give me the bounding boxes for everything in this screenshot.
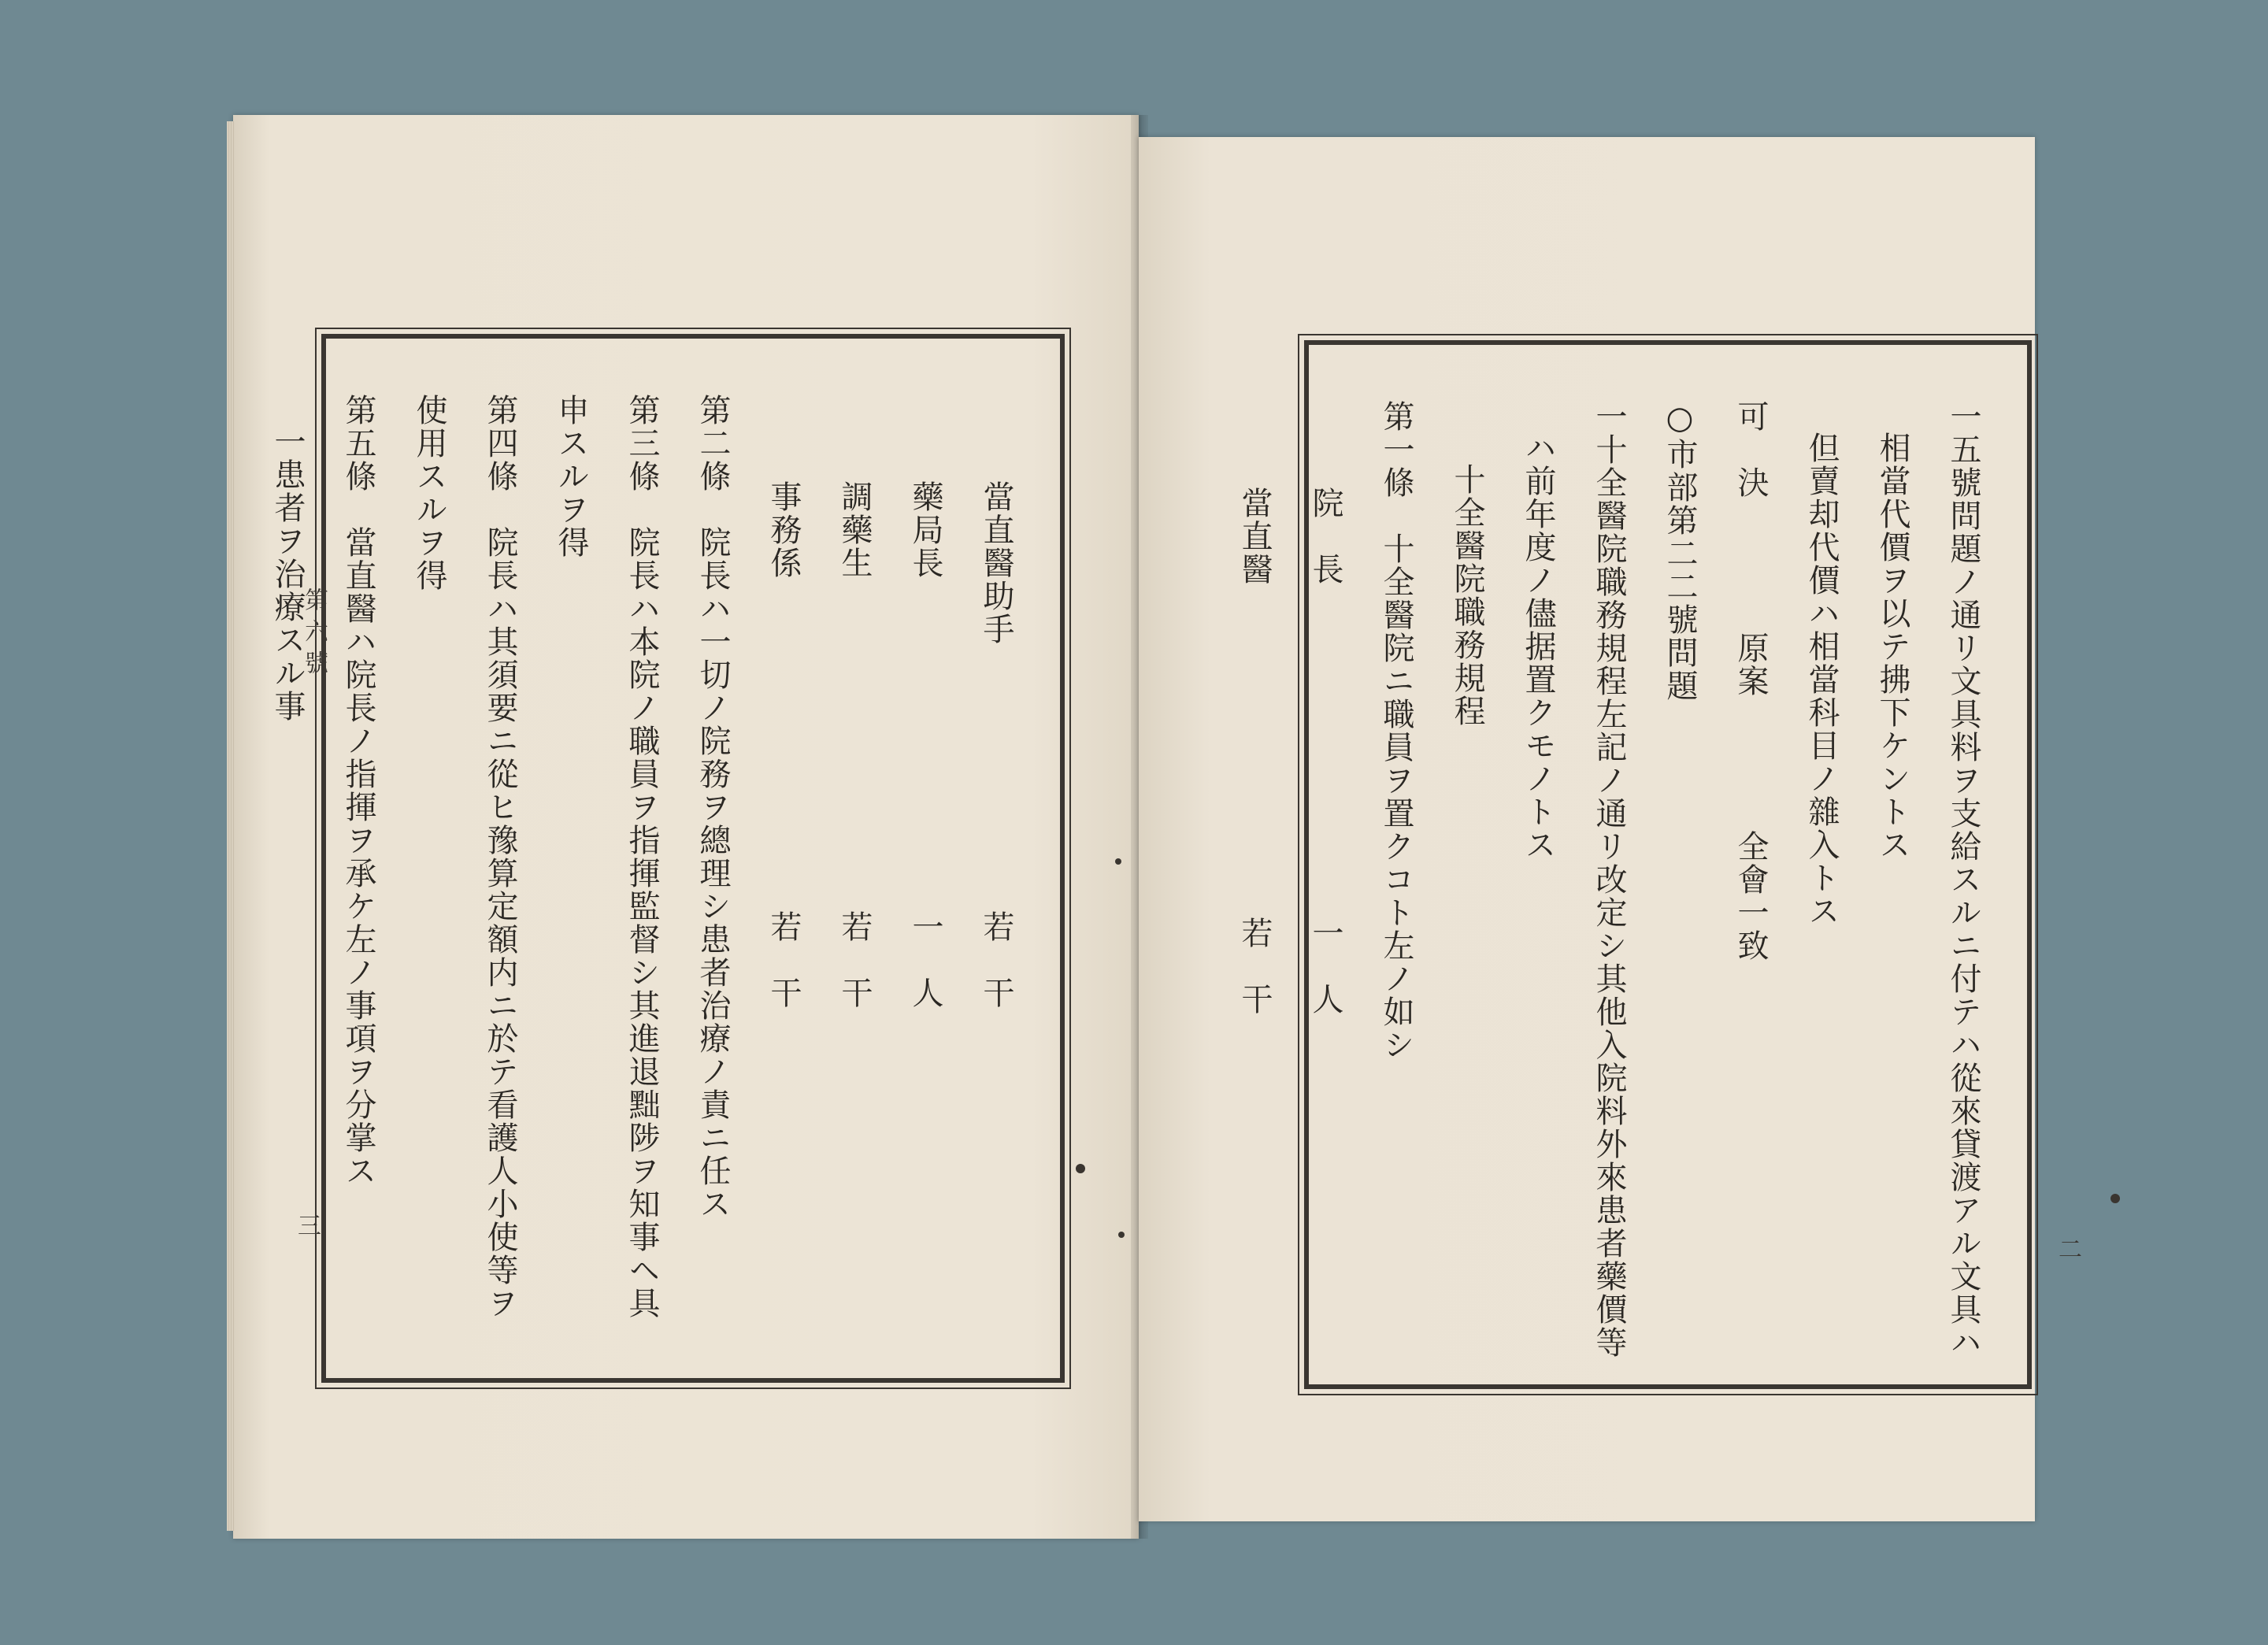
text-column: 第四條 院長ハ其須要ニ從ヒ豫算定額内ニ於テ看護人小使等ヲ (482, 394, 518, 1320)
text-column: 申スルヲ得 (553, 394, 589, 559)
right-page-number: 二 (2059, 1236, 2082, 1264)
left-page (233, 115, 1139, 1539)
text-column: 第二條 院長ハ一切ノ院務ヲ總理シ患者治療ノ責ニ任ス (695, 394, 731, 1221)
binding-hole (1076, 1164, 1085, 1173)
text-column: 十全醫院職務規程 (1449, 463, 1485, 728)
text-column: ハ前年度ノ儘据置クモノトス (1520, 432, 1556, 861)
text-column: 使用スルヲ得 (411, 394, 447, 592)
text-column: 事務係 若 干 (765, 480, 802, 1010)
text-column: 第五條 當直醫ハ院長ノ指揮ヲ承ケ左ノ事項ヲ分掌ス (340, 394, 376, 1187)
text-column: 調藥生 若 干 (836, 480, 873, 1010)
binding-hole (1118, 1232, 1125, 1238)
right-text-frame (1236, 340, 2032, 1389)
text-column: 第一條 十全醫院ニ職員ヲ置クコト左ノ如シ (1378, 400, 1414, 1061)
text-column: 第三條 院長ハ本院ノ職員ヲ指揮監督シ其進退黜陟ヲ知事ヘ具 (624, 394, 660, 1320)
text-column: 一五號問題ノ通リ文具料ヲ支給スルニ付テハ從來貸渡アル文具ハ (1945, 400, 1981, 1359)
text-column: 當直醫 若 干 (1236, 487, 1273, 1016)
page-edge (227, 121, 235, 1531)
text-column: 相當代價ヲ以テ拂下ケントス (1874, 432, 1910, 861)
text-column: 當直醫助手 若 干 (978, 480, 1014, 1010)
binding-hole (2110, 1194, 2120, 1203)
text-column: 但賣却代價ハ相當科目ノ雜入トス (1803, 432, 1840, 928)
book-spread (233, 115, 2082, 1539)
right-text-columns (1236, 400, 1988, 1359)
text-column: 可 決 原案 全會一致 (1732, 400, 1769, 962)
text-column: 一患者ヲ治療スル事 (269, 425, 306, 723)
issue-number-label: 第六號 (300, 587, 328, 682)
binding-hole (1115, 858, 1121, 865)
right-page (1139, 137, 2082, 1521)
text-column: 院 長 一 人 (1307, 487, 1343, 1016)
text-column: 藥局長 一 人 (907, 480, 943, 1010)
left-page-number: 三 (298, 1213, 321, 1240)
text-column: ○市部第二二號問題 (1662, 400, 1698, 702)
text-column: 一十全醫院職務規程左記ノ通リ改定シ其他入院料外來患者藥價等 (1591, 400, 1627, 1359)
